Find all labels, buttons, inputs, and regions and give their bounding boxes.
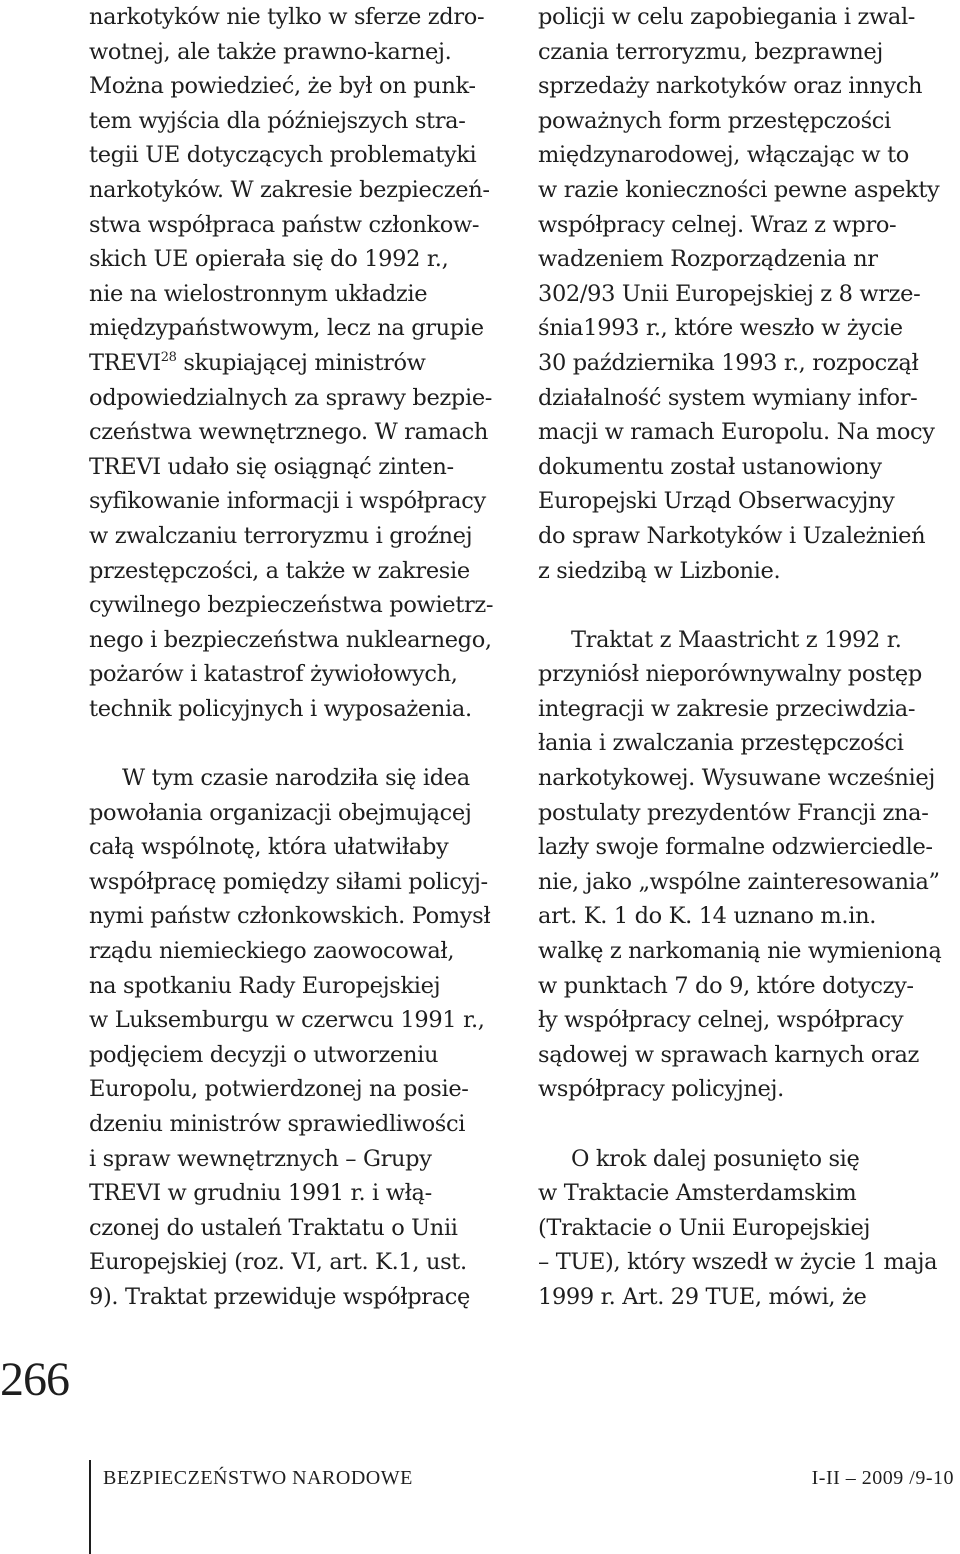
text-line: w Traktacie Amsterdamskim bbox=[538, 1180, 857, 1207]
text-line: walkę z narkomanią nie wymienioną bbox=[538, 938, 942, 965]
text-line: podjęciem decyzji o utworzeniu bbox=[89, 1041, 439, 1068]
text-line: w razie konieczności pewne aspekty bbox=[538, 176, 940, 203]
text-line: łania i zwalczania przestępczości bbox=[538, 730, 904, 757]
text-line: technik policyjnych i wyposażenia. bbox=[89, 695, 472, 722]
journal-title: BEZPIECZEŃSTWO NARODOWE bbox=[103, 1467, 413, 1489]
text-line: działalność system wymiany infor- bbox=[538, 384, 918, 411]
text-line: do spraw Narkotyków i Uzależnień bbox=[538, 522, 926, 549]
text-line: policji w celu zapobiegania i zwal- bbox=[538, 4, 916, 30]
text-line: Europolu, potwierdzonej na posie- bbox=[89, 1076, 469, 1103]
text-segment: TREVI bbox=[89, 349, 161, 376]
text-line: z siedzibą w Lizbonie. bbox=[538, 557, 781, 584]
text-line: Europejski Urząd Obserwacyjny bbox=[538, 488, 895, 515]
text-line: O krok dalej posunięto się bbox=[571, 1145, 860, 1172]
text-line: rządu niemieckiego zaowocował, bbox=[89, 938, 455, 965]
text-line: współpracy policyjnej. bbox=[538, 1076, 784, 1103]
text-line: powołania organizacji obejmującej bbox=[89, 799, 472, 826]
text-line: TREVI w grudniu 1991 r. i włą- bbox=[89, 1180, 432, 1207]
text-line: czeństwa wewnętrznego. W ramach bbox=[89, 419, 489, 446]
text-line: Można powiedzieć, że był on punk- bbox=[89, 73, 476, 100]
right-column bbox=[538, 0, 958, 1315]
text-line: 1999 r. Art. 29 TUE, mówi, że bbox=[538, 1283, 867, 1310]
text-line: nymi państw członkowskich. Pomysł bbox=[89, 903, 491, 930]
paragraph-3 bbox=[538, 0, 958, 588]
text-line: sądowej w sprawach karnych oraz bbox=[538, 1041, 920, 1068]
text-line: międzynarodowej, włączając w to bbox=[538, 142, 909, 169]
text-segment: skupiającej ministrów bbox=[176, 349, 426, 376]
text-line: ły współpracy celnej, współpracy bbox=[538, 1007, 904, 1034]
footer-divider bbox=[89, 1460, 91, 1554]
text-line: nie na wielostronnym układzie bbox=[89, 280, 428, 307]
text-line: przyniósł nieporównywalny postęp bbox=[538, 661, 922, 688]
text-line: tegii UE dotyczących problematyki bbox=[89, 142, 477, 169]
text-line: całą wspólnotę, która ułatwiłaby bbox=[89, 834, 449, 861]
text-line: skich UE opierała się do 1992 r., bbox=[89, 246, 449, 273]
text-line: w Luksemburgu w czerwcu 1991 r., bbox=[89, 1007, 485, 1034]
paragraph-5 bbox=[538, 1142, 958, 1315]
text-line-with-footnote bbox=[89, 346, 509, 381]
text-line: pożarów i katastrof żywiołowych, bbox=[89, 661, 458, 688]
text-line: syfikowanie informacji i współpracy bbox=[89, 488, 486, 515]
text-line: wotnej, ale także prawno-karnej. bbox=[89, 38, 452, 65]
text-line: odpowiedzialnych za sprawy bezpie- bbox=[89, 384, 493, 411]
text-line: W tym czasie narodziła się idea bbox=[122, 765, 470, 792]
text-line: sprzedaży narkotyków oraz innych bbox=[538, 73, 923, 100]
text-line: macji w ramach Europolu. Na mocy bbox=[538, 419, 935, 446]
text-line: dokumentu został ustanowiony bbox=[538, 453, 882, 480]
left-column bbox=[89, 0, 509, 1315]
text-line: stwa współpraca państw członkow- bbox=[89, 211, 480, 238]
text-line: Traktat z Maastricht z 1992 r. bbox=[571, 626, 902, 653]
paragraph-gap bbox=[538, 1107, 958, 1142]
text-line: – TUE), który wszedł w życie 1 maja bbox=[538, 1249, 938, 1276]
text-line: na spotkaniu Rady Europejskiej bbox=[89, 972, 441, 999]
text-line: tem wyjścia dla późniejszych stra- bbox=[89, 107, 466, 134]
paragraph-gap bbox=[89, 726, 509, 761]
text-line: nie, jako „wspólne zainteresowania” bbox=[538, 868, 940, 895]
paragraph-4 bbox=[538, 623, 958, 1107]
text-line: w punktach 7 do 9, które dotyczy- bbox=[538, 972, 914, 999]
text-line: art. K. 1 do K. 14 uznano m.in. bbox=[538, 903, 877, 930]
text-line: 30 października 1993 r., rozpoczął bbox=[538, 349, 919, 376]
page-number: 266 bbox=[0, 1353, 69, 1406]
text-line: narkotyków. W zakresie bezpieczeń- bbox=[89, 176, 490, 203]
text-line: 9). Traktat przewiduje współpracę bbox=[89, 1283, 470, 1310]
text-line: wadzeniem Rozporządzenia nr bbox=[538, 246, 878, 273]
text-line: czania terroryzmu, bezprawnej bbox=[538, 38, 884, 65]
paragraph-gap bbox=[538, 588, 958, 623]
text-line: śnia1993 r., które weszło w życie bbox=[538, 315, 903, 342]
text-line: integracji w zakresie przeciwdzia- bbox=[538, 695, 916, 722]
text-line: poważnych form przestępczości bbox=[538, 107, 891, 134]
text-line: (Traktacie o Unii Europejskiej bbox=[538, 1214, 871, 1241]
text-line: postulaty prezydentów Francji zna- bbox=[538, 799, 929, 826]
text-line: narkotykowej. Wysuwane wcześniej bbox=[538, 765, 935, 792]
text-line: TREVI udało się osiągnąć zinten- bbox=[89, 453, 454, 480]
text-line: w zwalczaniu terroryzmu i groźnej bbox=[89, 522, 473, 549]
text-line: narkotyków nie tylko w sferze zdro- bbox=[89, 4, 485, 30]
text-line: przestępczości, a także w zakresie bbox=[89, 557, 470, 584]
footnote-marker[interactable]: 28 bbox=[160, 349, 177, 365]
text-line: lazły swoje formalne odzwierciedle- bbox=[538, 834, 933, 861]
text-line: dzeniu ministrów sprawiedliwości bbox=[89, 1111, 466, 1137]
text-line: cywilnego bezpieczeństwa powietrz- bbox=[89, 592, 494, 619]
paragraph-1 bbox=[89, 0, 509, 726]
paragraph-2 bbox=[89, 761, 509, 1315]
text-line: międzypaństwowym, lecz na grupie bbox=[89, 315, 484, 342]
text-line: i spraw wewnętrznych – Grupy bbox=[89, 1145, 432, 1172]
text-line: 302/93 Unii Europejskiej z 8 wrze- bbox=[538, 280, 921, 307]
text-line: czonej do ustaleń Traktatu o Unii bbox=[89, 1214, 458, 1241]
text-line: współpracę pomiędzy siłami policyj- bbox=[89, 868, 488, 895]
text-line: współpracy celnej. Wraz z wpro- bbox=[538, 211, 897, 238]
text-line: Europejskiej (roz. VI, art. K.1, ust. bbox=[89, 1249, 467, 1276]
issue-number: I-II – 2009 /9-10 bbox=[811, 1467, 954, 1489]
text-line: nego i bezpieczeństwa nuklearnego, bbox=[89, 626, 492, 653]
